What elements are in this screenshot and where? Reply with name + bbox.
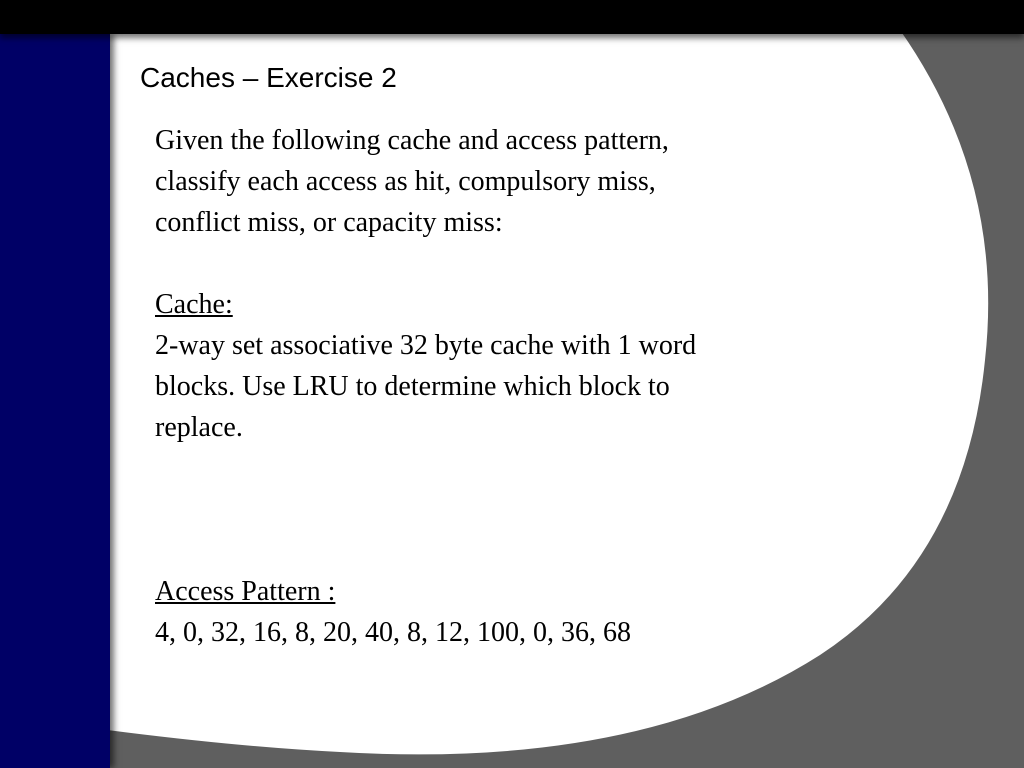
spacer (155, 243, 835, 284)
spacer (155, 448, 835, 571)
cache-description-line: blocks. Use LRU to determine which block to (155, 371, 670, 402)
cache-description-line: replace. (155, 412, 243, 443)
intro-line: classify each access as hit, compulsory miss, (155, 166, 656, 197)
access-pattern-heading: Access Pattern : (155, 576, 336, 607)
top-bar (0, 0, 1024, 34)
intro-line: Given the following cache and access pattern, (155, 125, 669, 156)
access-pattern-values: 4, 0, 32, 16, 8, 20, 40, 8, 12, 100, 0, 36, 68 (155, 617, 631, 648)
left-accent-bar (0, 34, 110, 768)
cache-description-line: 2-way set associative 32 byte cache with 1 word (155, 330, 697, 361)
intro-line: conflict miss, or capacity miss: (155, 207, 503, 238)
slide-title: Caches – Exercise 2 (140, 62, 397, 93)
slide-body (155, 120, 835, 653)
cache-heading: Cache: (155, 289, 233, 320)
